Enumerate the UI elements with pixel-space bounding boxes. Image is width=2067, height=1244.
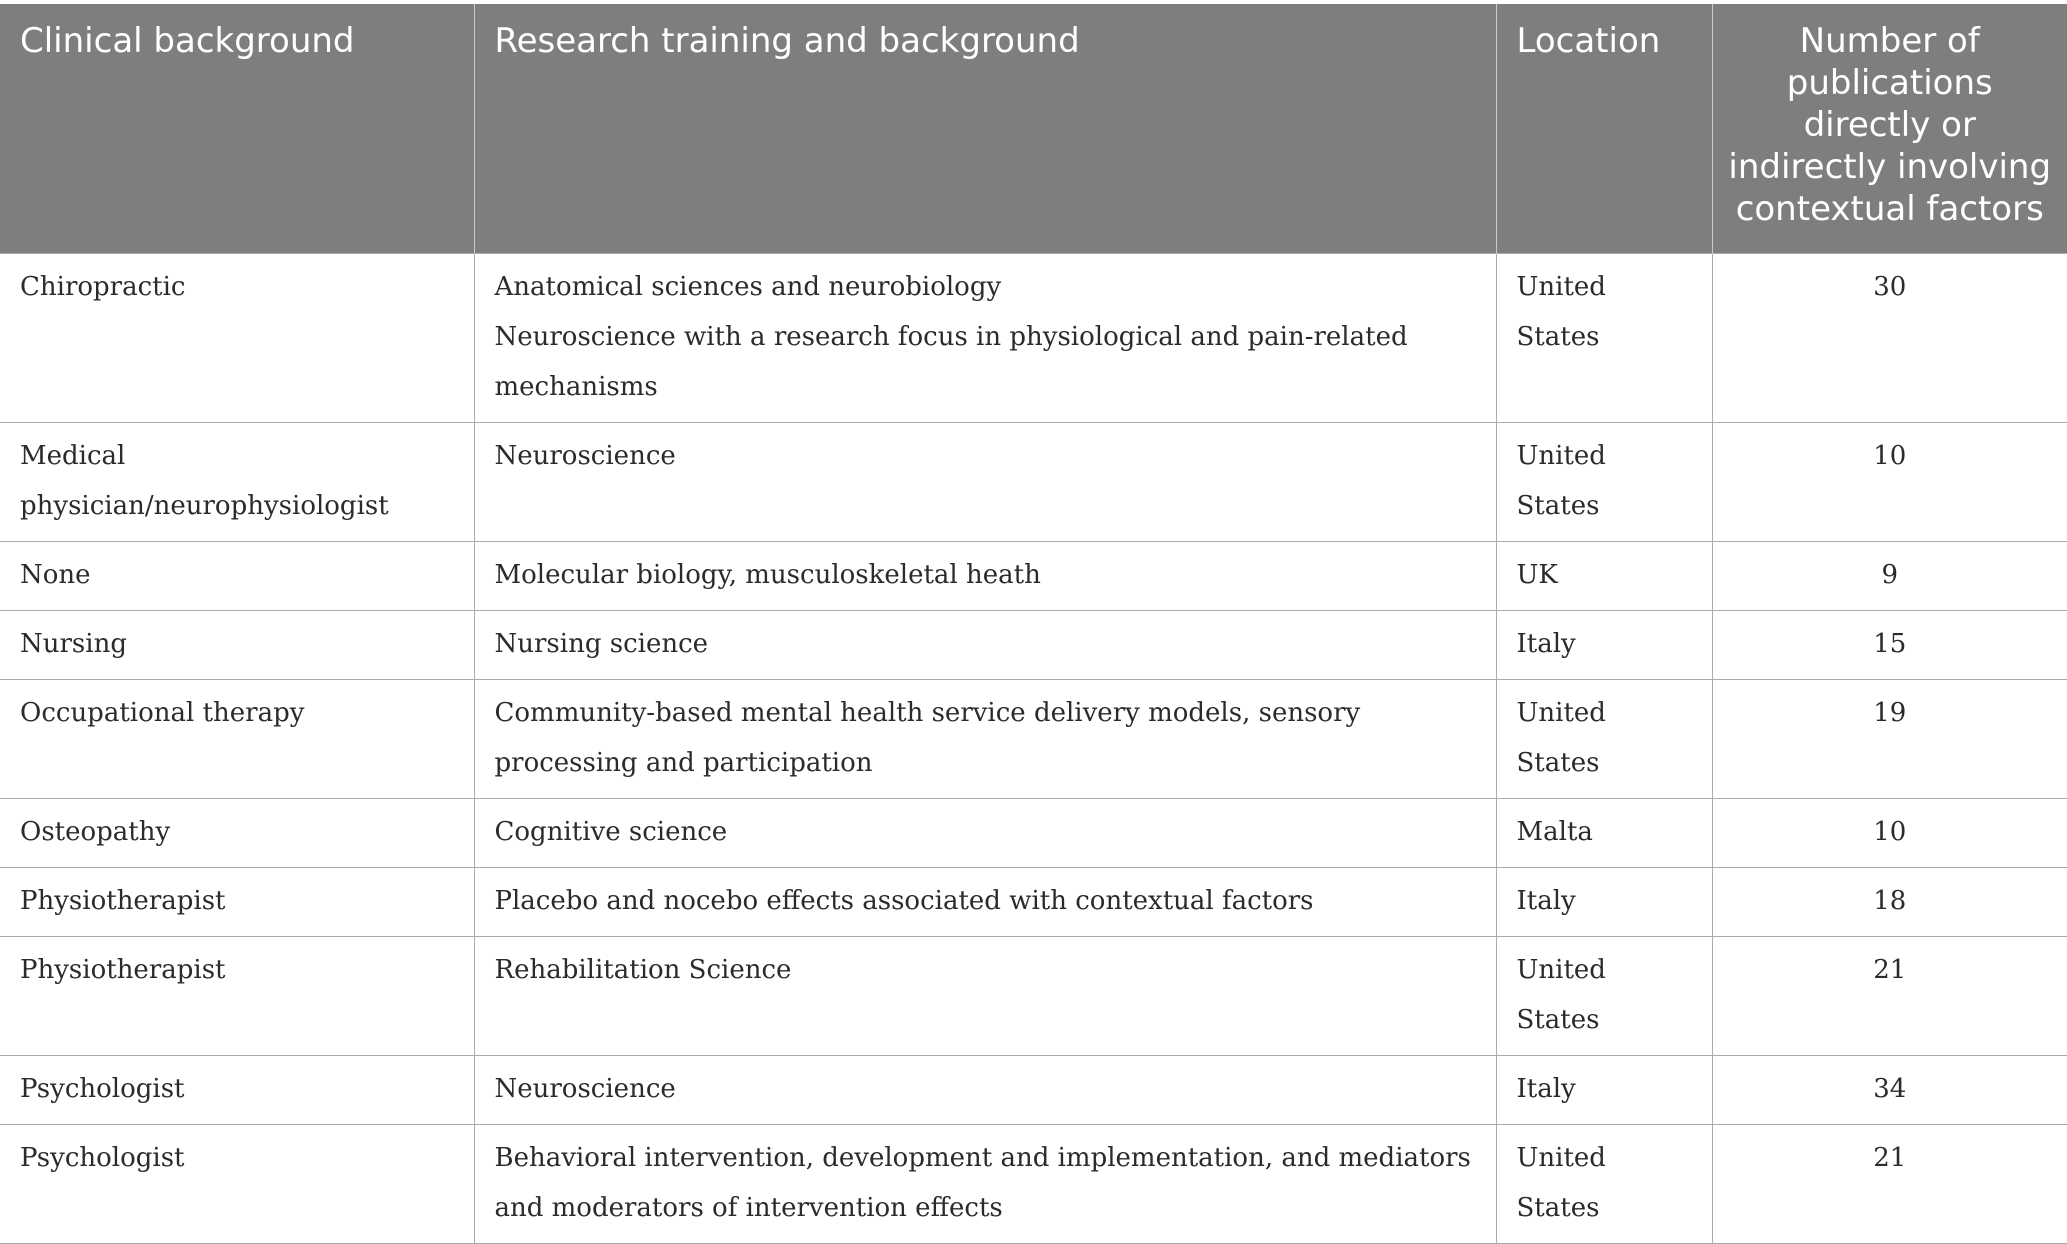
researchers-table bbox=[0, 4, 2067, 1244]
cell-research-training: Neuroscience bbox=[474, 1055, 1496, 1124]
cell-location: United States bbox=[1496, 422, 1712, 541]
cell-research-training: Community-based mental health service delivery models, sensory processing and participation bbox=[474, 679, 1496, 798]
cell-publications: 10 bbox=[1712, 422, 2067, 541]
cell-clinical-background: Occupational therapy bbox=[0, 679, 474, 798]
cell-location: United States bbox=[1496, 679, 1712, 798]
cell-location: United States bbox=[1496, 1124, 1712, 1243]
table-row bbox=[0, 610, 2067, 679]
cell-research-training: Cognitive science bbox=[474, 798, 1496, 867]
researchers-table-container bbox=[0, 4, 2067, 1244]
cell-clinical-background: Psychologist bbox=[0, 1124, 474, 1243]
cell-publications: 9 bbox=[1712, 541, 2067, 610]
cell-publications: 18 bbox=[1712, 867, 2067, 936]
cell-location: Italy bbox=[1496, 610, 1712, 679]
cell-clinical-background: Physiotherapist bbox=[0, 867, 474, 936]
header-clinical-background: Clinical background bbox=[0, 4, 474, 253]
cell-clinical-background: Psychologist bbox=[0, 1055, 474, 1124]
table-row bbox=[0, 798, 2067, 867]
cell-research-training: Neuroscience bbox=[474, 422, 1496, 541]
cell-publications: 19 bbox=[1712, 679, 2067, 798]
cell-location: United States bbox=[1496, 936, 1712, 1055]
table-row bbox=[0, 679, 2067, 798]
cell-location: UK bbox=[1496, 541, 1712, 610]
cell-research-training: Rehabilitation Science bbox=[474, 936, 1496, 1055]
table-row bbox=[0, 936, 2067, 1055]
header-row bbox=[0, 4, 2067, 253]
cell-publications: 30 bbox=[1712, 253, 2067, 422]
research-line: Neuroscience with a research focus in physiological and pain-related mechanisms bbox=[494, 321, 1408, 402]
cell-publications: 15 bbox=[1712, 610, 2067, 679]
table-body bbox=[0, 253, 2067, 1243]
table-row bbox=[0, 253, 2067, 422]
cell-publications: 21 bbox=[1712, 1124, 2067, 1243]
cell-research-training: Behavioral intervention, development and implementation, and mediators and moderators of intervention effects bbox=[474, 1124, 1496, 1243]
cell-clinical-background: None bbox=[0, 541, 474, 610]
cell-research-training bbox=[474, 253, 1496, 422]
header-location: Location bbox=[1496, 4, 1712, 253]
research-line: Anatomical sciences and neurobiology bbox=[494, 271, 1002, 302]
table-header bbox=[0, 4, 2067, 253]
cell-clinical-background: Chiropractic bbox=[0, 253, 474, 422]
table-row bbox=[0, 541, 2067, 610]
cell-location: Italy bbox=[1496, 867, 1712, 936]
header-number-of-publications: Number of publications directly or indirectly involving contextual factors bbox=[1712, 4, 2067, 253]
cell-location: Malta bbox=[1496, 798, 1712, 867]
cell-clinical-background: Medical physician/neurophysiologist bbox=[0, 422, 474, 541]
table-row bbox=[0, 422, 2067, 541]
cell-clinical-background: Nursing bbox=[0, 610, 474, 679]
cell-research-training: Placebo and nocebo effects associated with contextual factors bbox=[474, 867, 1496, 936]
cell-publications: 21 bbox=[1712, 936, 2067, 1055]
cell-clinical-background: Physiotherapist bbox=[0, 936, 474, 1055]
cell-location: Italy bbox=[1496, 1055, 1712, 1124]
cell-publications: 10 bbox=[1712, 798, 2067, 867]
cell-location: United States bbox=[1496, 253, 1712, 422]
header-research-training: Research training and background bbox=[474, 4, 1496, 253]
cell-clinical-background: Osteopathy bbox=[0, 798, 474, 867]
table-row bbox=[0, 1124, 2067, 1243]
cell-research-training: Nursing science bbox=[474, 610, 1496, 679]
table-row bbox=[0, 1055, 2067, 1124]
cell-publications: 34 bbox=[1712, 1055, 2067, 1124]
cell-research-training: Molecular biology, musculoskeletal heath bbox=[474, 541, 1496, 610]
table-row bbox=[0, 867, 2067, 936]
